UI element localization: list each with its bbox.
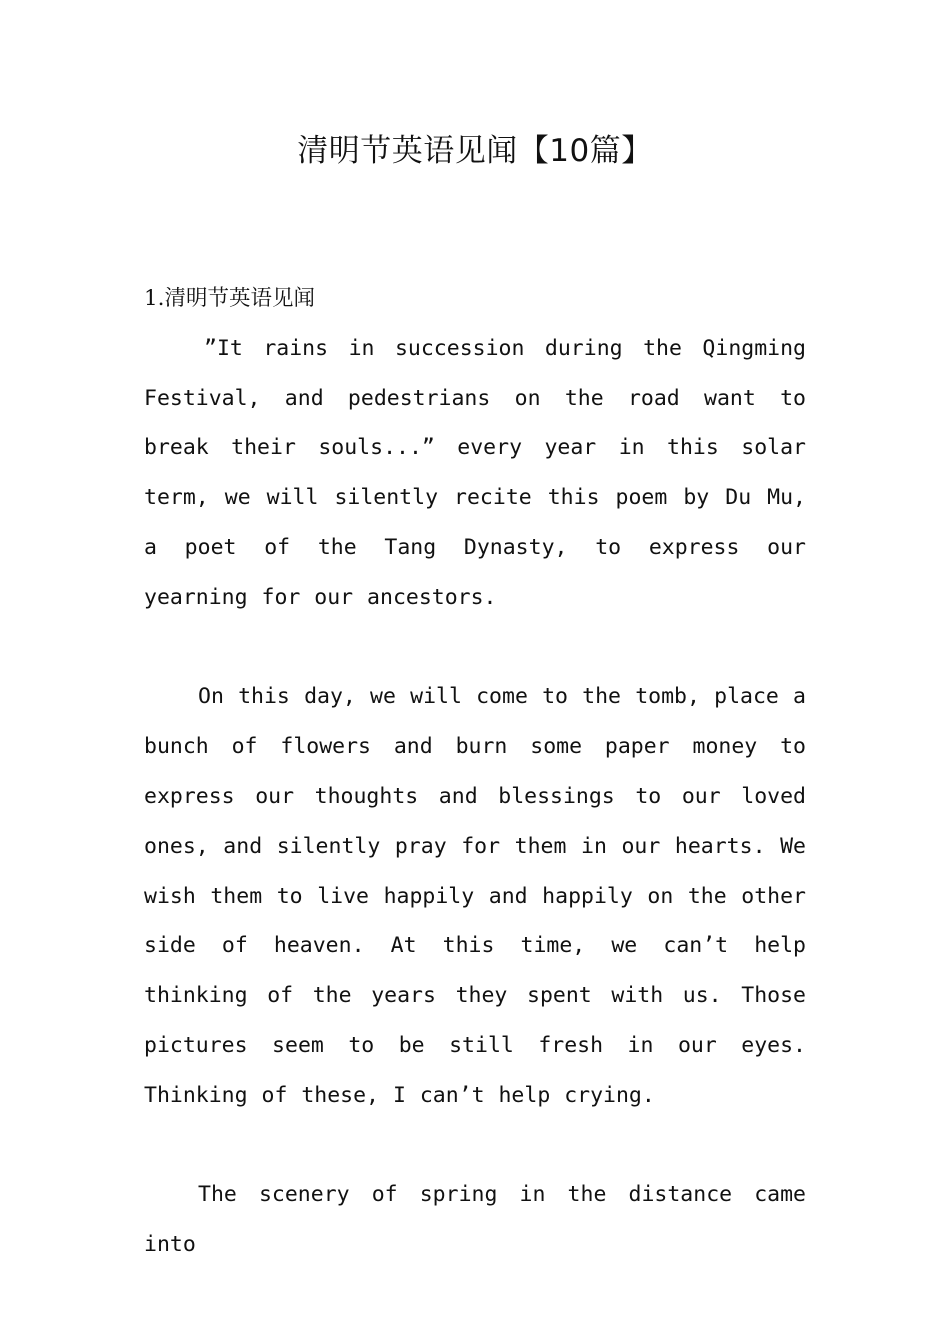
paragraph-2: On this day, we will come to the tomb, place a bunch of flowers and burn some paper money to express our thoughts and blessings to our loved ones, and silently pray for them in our hearts. We wish them to live happily and happily on the other side of heaven. At this time, we can’t help thinking of the years they spent with us. Those pictures seem to be still fresh in our eyes. Thinking of these, I can’t help crying. <box>144 684 806 1108</box>
document-title: 清明节英语见闻【10篇】 <box>297 133 653 169</box>
paragraph-1: ”It rains in succession during the Qingming Festival, and pedestrians on the road want to break their souls...” every year in this solar term, we will silently recite this poem by Du Mu, a poet of the Tang Dynasty, to express our yearning for our ancestors. <box>144 335 806 610</box>
paragraph-3: The scenery of spring in the distance came into <box>144 1182 806 1258</box>
document-body <box>144 274 806 1320</box>
section-heading: 1.清明节英语见闻 <box>144 286 316 311</box>
